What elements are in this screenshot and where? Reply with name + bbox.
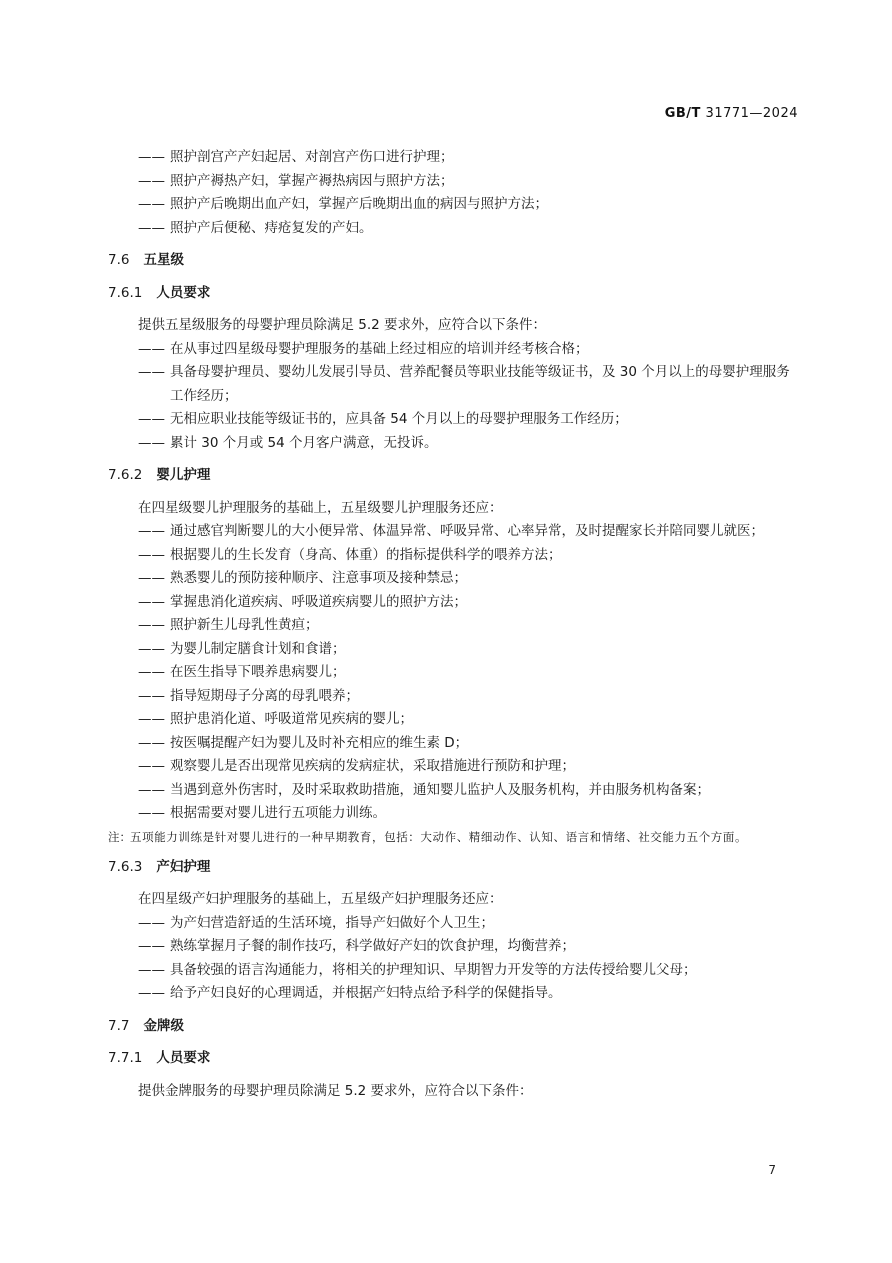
list-item: —— 熟悉婴儿的预防接种顺序、注意事项及接种禁忌；	[138, 570, 467, 586]
list-item: —— 无相应职业技能等级证书的，应具备 54 个月以上的母婴护理服务工作经历；	[138, 411, 628, 427]
list-item: —— 为婴儿制定膳食计划和食谱；	[138, 640, 346, 657]
list-item: —— 在医生指导下喂养患病婴儿；	[138, 664, 346, 680]
list-item: —— 根据婴儿的生长发育（身高、体重）的指标提供科学的喂养方法；	[138, 546, 562, 563]
section-intro: 在四星级产妇护理服务的基础上，五星级产妇护理服务还应：	[138, 891, 503, 907]
section-intro: 在四星级婴儿护理服务的基础上，五星级婴儿护理服务还应：	[138, 499, 503, 516]
list-item: —— 照护产后晚期出血产妇，掌握产后晚期出血的病因与照护方法；	[138, 196, 548, 212]
list-item: —— 观察婴儿是否出现常见疾病的发病症状，采取措施进行预防和护理；	[138, 758, 575, 774]
list-item: —— 照护剖宫产产妇起居、对剖宫产伤口进行护理；	[138, 149, 454, 165]
section-heading-7-7-1: 7.7.1 人员要求	[108, 1050, 211, 1066]
list-item: —— 累计 30 个月或 54 个月客户满意，无投诉。	[138, 434, 438, 451]
list-item: —— 熟练掌握月子餐的制作技巧，科学做好产妇的饮食护理，均衡营养；	[138, 938, 575, 954]
list-item: —— 具备母婴护理员、婴幼儿发展引导员、营养配餐员等职业技能等级证书，及 30 个月以上的母婴护理服务工作经历；	[138, 364, 790, 404]
standard-prefix: GB/T	[664, 106, 701, 121]
list-item: —— 照护患消化道、呼吸道常见疾病的婴儿；	[138, 711, 413, 727]
section-intro: 提供金牌服务的母婴护理员除满足 5.2 要求外，应符合以下条件：	[138, 1082, 533, 1099]
list-item: —— 照护产后便秘、痔疮复发的产妇。	[138, 219, 373, 236]
section-heading-7-7: 7.7 金牌级	[108, 1017, 184, 1034]
list-item: —— 当遇到意外伤害时，及时采取救助措施，通知婴儿监护人及服务机构，并由服务机构备案；	[138, 781, 710, 798]
list-item: —— 在从事过四星级母婴护理服务的基础上经过相应的培训并经考核合格；	[138, 340, 589, 357]
list-item: —— 掌握患消化道疾病、呼吸道疾病婴儿的照护方法；	[138, 593, 467, 610]
section-intro: 提供五星级服务的母婴护理员除满足 5.2 要求外，应符合以下条件：	[138, 317, 547, 333]
list-item: —— 照护产褥热产妇，掌握产褥热病因与照护方法；	[138, 172, 454, 189]
section-heading-7-6: 7.6 五星级	[108, 252, 184, 268]
continuation-list	[108, 146, 800, 240]
document-body	[108, 146, 800, 1103]
section-note: 注： 五项能力训练是针对婴儿进行的一种早期教育，包括：大动作、精细动作、认知、语言和情绪、社交能力五个方面。	[108, 829, 748, 844]
list-item: —— 通过感官判断婴儿的大小便异常、体温异常、呼吸异常、心率异常，及时提醒家长并陪同婴儿就医；	[138, 523, 764, 539]
page-number: 7	[768, 1163, 776, 1177]
list-item: —— 根据需要对婴儿进行五项能力训练。	[138, 805, 386, 821]
standard-number-header	[665, 106, 798, 121]
section-heading-7-6-3: 7.6.3 产妇护理	[108, 858, 211, 875]
list-item: —— 为产妇营造舒适的生活环境，指导产妇做好个人卫生；	[138, 914, 494, 931]
list-item: —— 具备较强的语言沟通能力，将相关的护理知识、早期智力开发等的方法传授给婴儿父母；	[138, 961, 697, 978]
list-item: —— 按医嘱提醒产妇为婴儿及时补充相应的维生素 D；	[138, 734, 469, 751]
standard-code: 31771—2024	[705, 106, 798, 121]
section-heading-7-6-1: 7.6.1 人员要求	[108, 284, 211, 301]
section-heading-7-6-2: 7.6.2 婴儿护理	[108, 467, 211, 483]
list-item: —— 给予产妇良好的心理调适，并根据产妇特点给予科学的保健指导。	[138, 985, 562, 1001]
list-item: —— 指导短期母子分离的母乳喂养；	[138, 687, 359, 704]
list-item: —— 照护新生儿母乳性黄疸；	[138, 617, 319, 633]
